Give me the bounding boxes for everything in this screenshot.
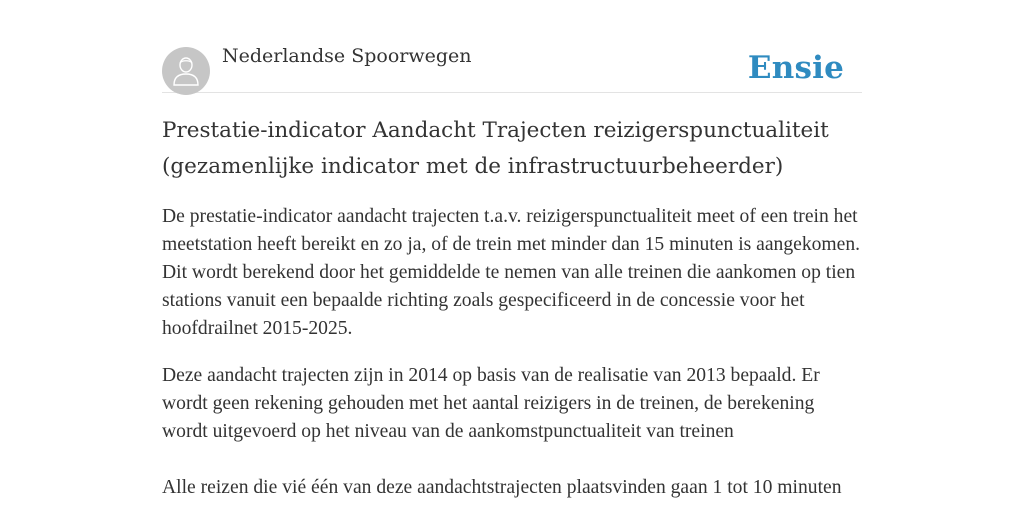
paragraph: De prestatie-indicator aandacht trajecten t.a.v. reizigerspunctualiteit meet of een trein het meetstation heeft bereikt en zo ja, of de trein met minder dan 15 minuten is aangekomen. Dit wordt berekend door het gemiddelde te nemen van alle treinen die aankomen op tien stations vanuit een bepaalde richting zoals gespecificeerd in de concessie voor het hoofdrailnet 2015-2025. (162, 206, 861, 339)
article-header (162, 0, 862, 93)
author-name[interactable]: Nederlandse Spoorwegen (222, 45, 472, 67)
avatar[interactable] (162, 47, 210, 95)
paragraph: Deze aandacht trajecten zijn in 2014 op basis van de realisatie van 2013 bepaald. Er wordt geen rekening gehouden met het aantal reizigers in de treinen, de berekening wordt uitgevoerd op het niveau van de aankomstpunctualiteit van treinen (162, 365, 820, 442)
article-title: Prestatie-indicator Aandacht Trajecten reizigerspunctualiteit (gezamenlijke indicator met de infrastructuurbeheerder) (162, 118, 829, 179)
article-container (162, 0, 862, 498)
brand-logo[interactable]: Ensie (747, 50, 844, 86)
paragraph: Alle reizen die vié één van deze aandachtstrajecten plaatsvinden gaan 1 tot 10 minuten (162, 477, 842, 498)
article-body (162, 203, 864, 512)
